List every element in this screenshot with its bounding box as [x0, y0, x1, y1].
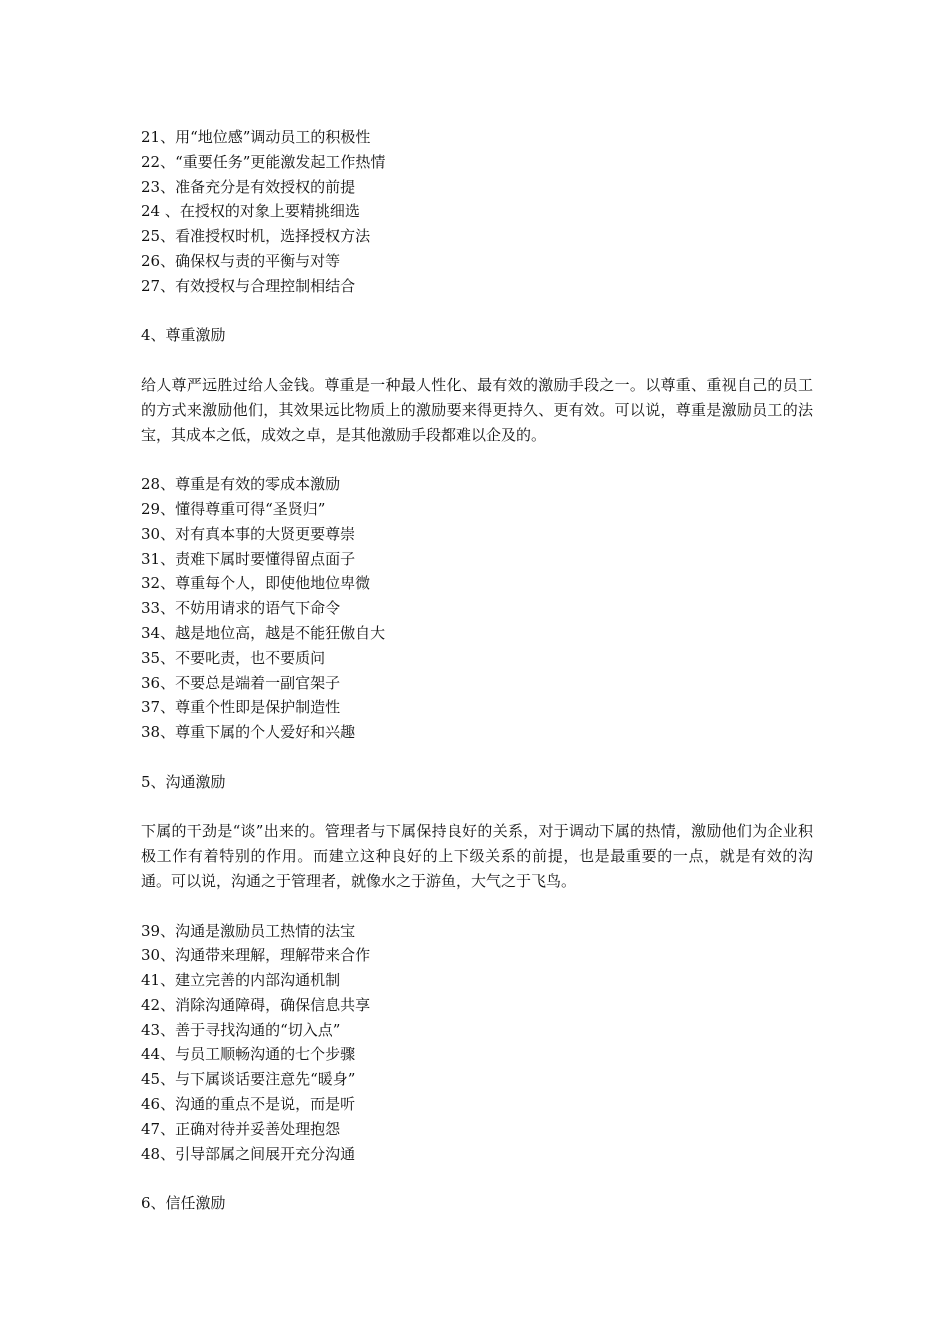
list-item: 47、正确对待并妥善处理抱怨	[141, 1119, 341, 1138]
section-heading-trust: 6、信任激励	[141, 1194, 226, 1213]
list-item: 30、沟通带来理解，理解带来合作	[141, 946, 371, 965]
list-item: 48、引导部属之间展开充分沟通	[141, 1144, 356, 1163]
list-item: 32、尊重每个人，即使他地位卑微	[141, 574, 371, 593]
list-item: 21、用“地位感”调动员工的积极性	[141, 128, 371, 146]
list-item: 41、建立完善的内部沟通机制	[141, 971, 341, 990]
list-item: 42、消除沟通障碍，确保信息共享	[141, 995, 371, 1014]
section-heading-communication: 5、沟通激励	[141, 772, 226, 791]
list-item: 38、尊重下属的个人爱好和兴趣	[141, 723, 356, 742]
list-item: 36、不要总是端着一副官架子	[141, 673, 341, 692]
list-item: 37、尊重个性即是保护制造性	[141, 698, 341, 717]
list-item: 24 、在授权的对象上要精挑细选	[141, 202, 360, 221]
section-heading-respect: 4、尊重激励	[141, 326, 226, 345]
list-items-28-38	[141, 472, 813, 745]
list-item: 23、准备充分是有效授权的前提	[141, 177, 356, 196]
list-item: 26、确保权与责的平衡与对等	[141, 251, 341, 270]
list-items-39-48	[141, 919, 813, 1167]
list-item: 22、“重要任务”更能激发起工作热情	[141, 152, 386, 171]
section-paragraph-communication: 下属的干劲是“谈”出来的。管理者与下属保持良好的关系，对于调动下属的热情，激励他们为企业积极工作有着特别的作用。而建立这种良好的上下级关系的前提，也是最重要的一点，就是有效的沟通。可以说，沟通之于管理者，就像水之于游鱼，大气之于飞鸟。	[141, 822, 813, 890]
list-item: 44、与员工顺畅沟通的七个步骤	[141, 1045, 356, 1064]
list-item: 25、看准授权时机，选择授权方法	[141, 227, 371, 246]
list-item: 30、对有真本事的大贤更要尊崇	[141, 524, 356, 543]
list-item: 27、有效授权与合理控制相结合	[141, 276, 356, 295]
list-item: 46、沟通的重点不是说，而是听	[141, 1095, 356, 1114]
list-item: 29、懂得尊重可得“圣贤归”	[141, 499, 326, 518]
list-item: 31、责难下属时要懂得留点面子	[141, 549, 356, 568]
list-item: 33、不妨用请求的语气下命令	[141, 599, 341, 618]
list-item: 34、越是地位高，越是不能狂傲自大	[141, 623, 386, 642]
list-item: 45、与下属谈话要注意先“暖身”	[141, 1070, 356, 1089]
list-item: 35、不要叱责，也不要质问	[141, 648, 326, 667]
document-body	[141, 125, 813, 1216]
list-item: 43、善于寻找沟通的“切入点”	[141, 1020, 341, 1039]
list-item: 28、尊重是有效的零成本激励	[141, 475, 341, 494]
section-paragraph-respect: 给人尊严远胜过给人金钱。尊重是一种最人性化、最有效的激励手段之一。以尊重、重视自己的员工的方式来激励他们，其效果远比物质上的激励要来得更持久、更有效。可以说，尊重是激励员工的法宝，其成本之低，成效之卓，是其他激励手段都难以企及的。	[141, 375, 813, 444]
list-item: 39、沟通是激励员工热情的法宝	[141, 921, 356, 940]
list-items-21-27	[141, 125, 813, 299]
